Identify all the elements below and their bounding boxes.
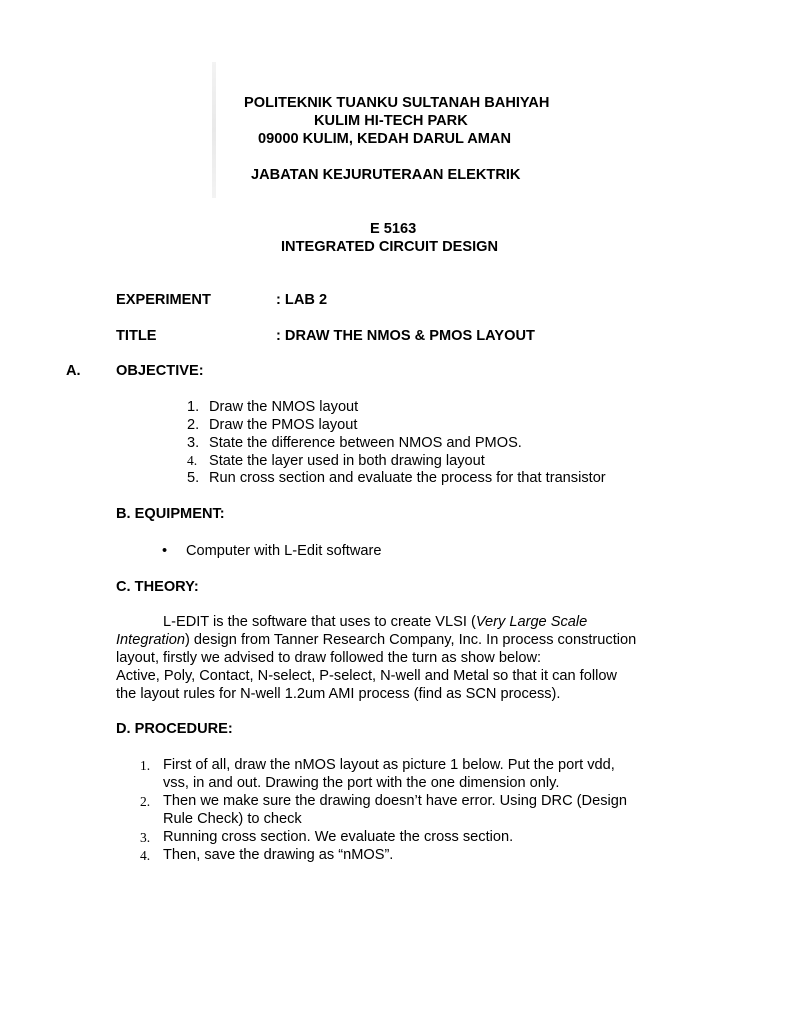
objective-text: Draw the NMOS layout xyxy=(209,399,359,415)
course-code: E 5163 xyxy=(370,221,417,237)
scan-artifact-line xyxy=(212,62,216,198)
objective-num: 4. xyxy=(187,453,198,468)
procedure-text: Running cross section. We evaluate the cross section. xyxy=(163,829,514,845)
objective-num: 3. xyxy=(187,435,200,451)
procedure-text-cont: vss, in and out. Drawing the port with the one dimension only. xyxy=(163,775,560,791)
course-name: INTEGRATED CIRCUIT DESIGN xyxy=(281,239,499,255)
theory-line-4: Active, Poly, Contact, N-select, P-select, N-well and Metal so that it can follow xyxy=(116,668,617,684)
procedure-text: Then we make sure the drawing doesn’t have error. Using DRC (Design xyxy=(163,793,627,809)
procedure-num: 2. xyxy=(140,794,151,809)
objective-text: State the difference between NMOS and PMOS. xyxy=(209,435,522,451)
department-name: JABATAN KEJURUTERAAN ELEKTRIK xyxy=(251,167,521,183)
theory-line-2: Integration) design from Tanner Research Company, Inc. In process construction xyxy=(116,632,637,648)
experiment-label: EXPERIMENT xyxy=(116,292,211,308)
theory-line-1: L-EDIT is the software that uses to create VLSI (Very Large Scale xyxy=(163,614,588,630)
section-c-heading: C. THEORY: xyxy=(116,579,199,595)
institution-name: POLITEKNIK TUANKU SULTANAH BAHIYAH xyxy=(244,95,550,111)
procedure-num: 1. xyxy=(140,758,151,773)
objective-text: Run cross section and evaluate the process for that transistor xyxy=(209,470,606,486)
equipment-item: Computer with L-Edit software xyxy=(186,543,382,559)
objective-num: 2. xyxy=(187,417,200,433)
section-a-letter: A. xyxy=(66,363,81,379)
objective-num: 5. xyxy=(187,470,200,486)
objective-num: 1. xyxy=(187,399,200,415)
theory-line-3: layout, firstly we advised to draw followed the turn as show below: xyxy=(116,650,542,666)
procedure-text-cont: Rule Check) to check xyxy=(163,811,302,827)
institution-park: KULIM HI-TECH PARK xyxy=(314,113,468,129)
procedure-num: 3. xyxy=(140,830,151,845)
objective-text: State the layer used in both drawing layout xyxy=(209,453,485,469)
procedure-num: 4. xyxy=(140,848,151,863)
procedure-text: Then, save the drawing as “nMOS”. xyxy=(163,847,394,863)
bullet-icon: • xyxy=(162,543,168,559)
section-d-heading: D. PROCEDURE: xyxy=(116,721,233,737)
section-b-heading: B. EQUIPMENT: xyxy=(116,506,225,522)
experiment-value: : LAB 2 xyxy=(276,292,328,308)
title-value: : DRAW THE NMOS & PMOS LAYOUT xyxy=(276,328,535,344)
theory-line-5: the layout rules for N-well 1.2um AMI process (find as SCN process). xyxy=(116,686,561,702)
procedure-text: First of all, draw the nMOS layout as picture 1 below. Put the port vdd, xyxy=(163,757,615,773)
objective-text: Draw the PMOS layout xyxy=(209,417,358,433)
section-a-heading: OBJECTIVE: xyxy=(116,363,204,379)
institution-address: 09000 KULIM, KEDAH DARUL AMAN xyxy=(258,131,511,147)
title-label: TITLE xyxy=(116,328,157,344)
